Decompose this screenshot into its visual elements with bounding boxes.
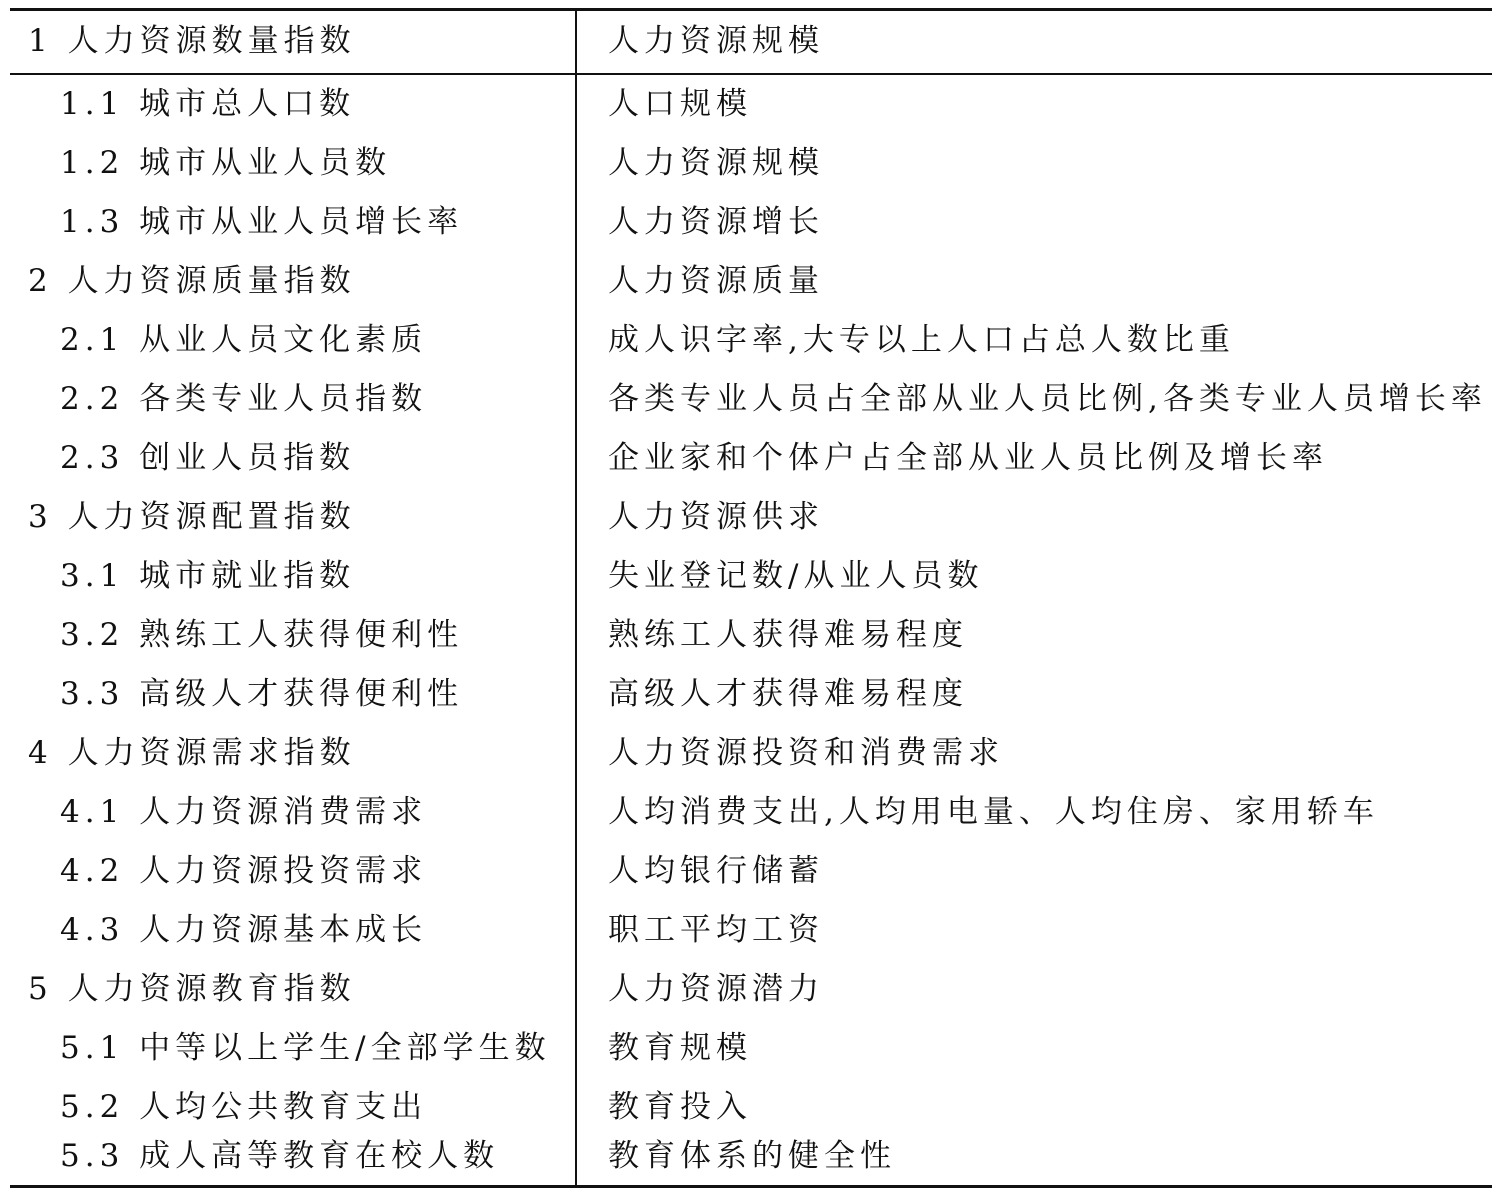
- description-cell: 人力资源投资和消费需求: [608, 735, 1004, 771]
- description-cell: 失业登记数/从业人员数: [608, 558, 984, 594]
- description-cell: 高级人才获得难易程度: [608, 676, 968, 712]
- indicator-cell: 2 人力资源质量指数: [28, 263, 356, 299]
- description-cell: 教育体系的健全性: [608, 1138, 896, 1174]
- column-divider: [575, 10, 577, 1186]
- indicator-cell: 2.1 从业人员文化素质: [60, 322, 428, 358]
- table-row: [10, 429, 1492, 487]
- description-cell: 教育投入: [608, 1089, 752, 1125]
- description-cell: 成人识字率,大专以上人口占总人数比重: [608, 322, 1235, 358]
- description-cell: 人力资源质量: [608, 263, 824, 299]
- indicator-cell: 3.3 高级人才获得便利性: [60, 676, 464, 712]
- table-row: [10, 547, 1492, 605]
- description-cell: 企业家和个体户占全部从业人员比例及增长率: [608, 440, 1328, 476]
- indicator-cell: 3 人力资源配置指数: [28, 499, 356, 535]
- description-cell: 人力资源增长: [608, 204, 824, 240]
- table-row: [10, 193, 1492, 251]
- table-row: [10, 901, 1492, 959]
- indicator-cell: 1.3 城市从业人员增长率: [60, 204, 464, 240]
- table-row: [10, 488, 1492, 546]
- indicator-cell: 4 人力资源需求指数: [28, 735, 356, 771]
- indicator-cell: 3.1 城市就业指数: [60, 558, 356, 594]
- indicator-cell: 2.3 创业人员指数: [60, 440, 356, 476]
- description-cell: 人力资源潜力: [608, 971, 824, 1007]
- description-cell: 人均银行储蓄: [608, 853, 824, 889]
- description-cell: 人口规模: [608, 86, 752, 122]
- table-row: [10, 370, 1492, 428]
- table-row: [10, 842, 1492, 900]
- table-row: [10, 724, 1492, 782]
- description-cell: 人力资源供求: [608, 499, 824, 535]
- indicator-cell: 4.1 人力资源消费需求: [60, 794, 428, 830]
- table-row: [10, 134, 1492, 192]
- table-row: [10, 606, 1492, 664]
- table-row: [10, 783, 1492, 841]
- indicator-cell: 4.2 人力资源投资需求: [60, 853, 428, 889]
- table-row: [10, 311, 1492, 369]
- indicator-cell: 5.1 中等以上学生/全部学生数: [60, 1030, 551, 1066]
- table-row: [10, 1127, 1492, 1185]
- table-row: [10, 960, 1492, 1018]
- table-row: [10, 1019, 1492, 1077]
- description-cell: 教育规模: [608, 1030, 752, 1066]
- indicator-cell: 1.1 城市总人口数: [60, 86, 356, 122]
- indicator-table: [10, 8, 1492, 1190]
- table-row: [10, 252, 1492, 310]
- table-bottom-rule: [10, 1185, 1492, 1188]
- description-cell: 熟练工人获得难易程度: [608, 617, 968, 653]
- header-right-cell: 人力资源规模: [608, 23, 824, 59]
- description-cell: 人均消费支出,人均用电量、人均住房、家用轿车: [608, 794, 1379, 830]
- description-cell: 人力资源规模: [608, 145, 824, 181]
- indicator-cell: 2.2 各类专业人员指数: [60, 381, 428, 417]
- indicator-cell: 5.2 人均公共教育支出: [60, 1089, 428, 1125]
- table-row: [10, 75, 1492, 133]
- header-left-cell: 1 人力资源数量指数: [28, 23, 356, 59]
- table-header-row: [10, 12, 1492, 70]
- description-cell: 各类专业人员占全部从业人员比例,各类专业人员增长率: [608, 381, 1487, 417]
- indicator-cell: 3.2 熟练工人获得便利性: [60, 617, 464, 653]
- indicator-cell: 1.2 城市从业人员数: [60, 145, 392, 181]
- indicator-cell: 5 人力资源教育指数: [28, 971, 356, 1007]
- indicator-cell: 5.3 成人高等教育在校人数: [60, 1138, 500, 1174]
- table-top-rule: [10, 8, 1492, 11]
- indicator-cell: 4.3 人力资源基本成长: [60, 912, 428, 948]
- description-cell: 职工平均工资: [608, 912, 824, 948]
- table-row: [10, 665, 1492, 723]
